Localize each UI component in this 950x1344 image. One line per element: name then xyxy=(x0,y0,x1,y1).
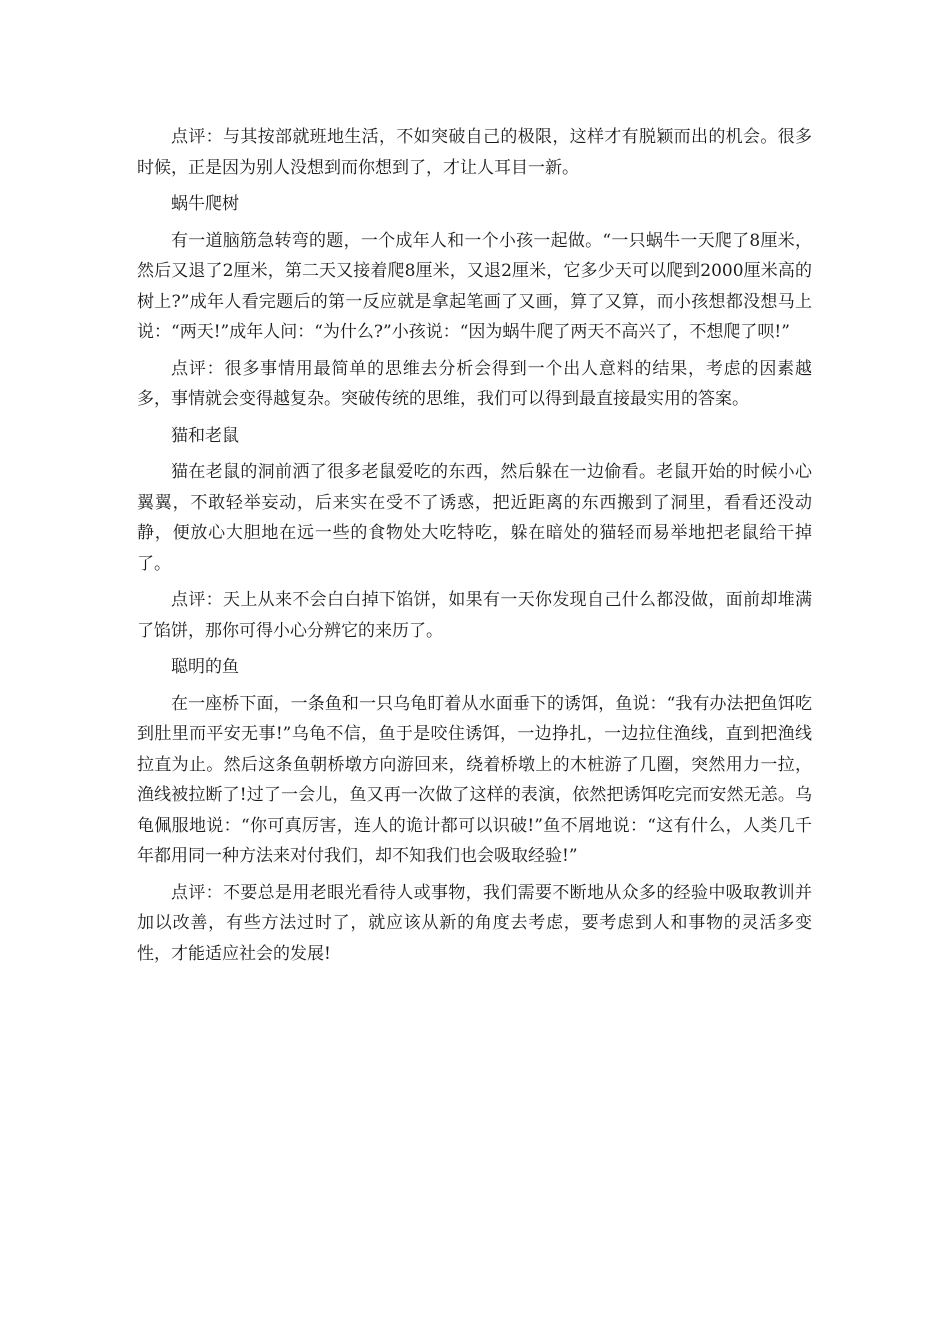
story-title: 聪明的鱼 xyxy=(171,657,239,677)
story-paragraph: 有一道脑筋急转弯的题，一个成年人和一个小孩一起做。“一只蜗牛一天爬了8厘米，然后又退了2厘米，第二天又接着爬8厘米，又退2厘米，它多少天可以爬到2000厘米高的树上?”成年人看完题后的第一反应就是拿起笔画了又画，算了又算，而小孩想都没想马上说：“两天!”成年人问：“为什么?”小孩说：“因为蜗牛爬了两天不高兴了，不想爬了呗!” xyxy=(137,230,812,342)
story-title: 蜗牛爬树 xyxy=(171,194,239,214)
comment-paragraph: 点评：不要总是用老眼光看待人或事物，我们需要不断地从众多的经验中吸取教训并加以改善，有些方法过时了，就应该从新的角度去考虑，要考虑到人和事物的灵活多变性，才能适应社会的发展! xyxy=(137,882,812,964)
comment-paragraph: 点评：天上从来不会白白掉下馅饼，如果有一天你发现自己什么都没做，面前却堆满了馅饼，那你可得小心分辨它的来历了。 xyxy=(137,590,812,641)
story-title: 猫和老鼠 xyxy=(171,425,239,446)
story-paragraph: 猫在老鼠的洞前洒了很多老鼠爱吃的东西，然后躲在一边偷看。老鼠开始的时候小心翼翼，不敢轻举妄动，后来实在受不了诱惑，把近距离的东西搬到了洞里，看看还没动静，便放心大胆地在远一些的食物处大吃特吃，躲在暗处的猫轻而易举地把老鼠给干掉了。 xyxy=(137,462,812,574)
story-paragraph: 在一座桥下面，一条鱼和一只乌龟盯着从水面垂下的诱饵，鱼说：“我有办法把鱼饵吃到肚里而平安无事!”乌龟不信，鱼于是咬住诱饵，一边挣扎，一边拉住渔线，直到把渔线拉直为止。然后这条鱼朝桥墩方向游回来，绕着桥墩上的木桩游了几圈，突然用力一拉，渔线被拉断了!过了一会儿，鱼又再一次做了这样的表演，依然把诱饵吃完而安然无恙。乌龟佩服地说：“你可真厉害，连人的诡计都可以识破!”鱼不屑地说：“这有什么，人类几千年都用同一种方法来对付我们，却不知我们也会吸取经验!” xyxy=(137,693,812,866)
document-page xyxy=(137,122,812,975)
comment-paragraph: 点评：很多事情用最简单的思维去分析会得到一个出人意料的结果，考虑的因素越多，事情就会变得越复杂。突破传统的思维，我们可以得到最直接最实用的答案。 xyxy=(137,358,812,409)
comment-paragraph: 点评：与其按部就班地生活，不如突破自己的极限，这样才有脱颖而出的机会。很多时候，正是因为别人没想到而你想到了，才让人耳目一新。 xyxy=(137,127,812,178)
